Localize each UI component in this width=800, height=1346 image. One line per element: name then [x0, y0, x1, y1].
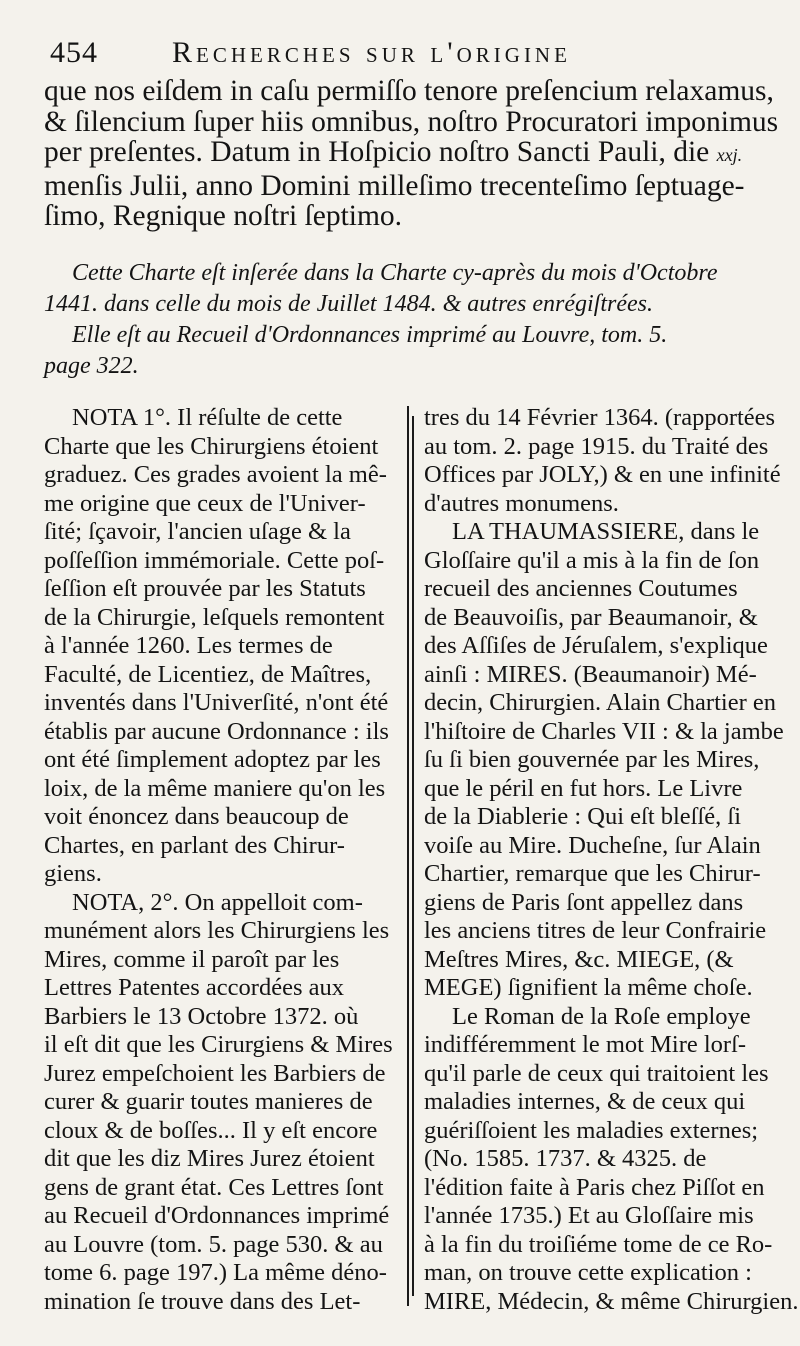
text-line: dit que les diz Mires Jurez étoient	[44, 1145, 375, 1172]
text-line: Charte que les Chirurgiens étoient	[44, 432, 379, 460]
text-line: cloux & de boſſes... Il y eſt encore	[44, 1116, 378, 1144]
column-rule	[407, 406, 409, 1306]
text-line: man, on trouve cette explication :	[424, 1259, 752, 1286]
text-line: Meſtres Mires, &c. MIEGE, (&	[424, 945, 734, 973]
text-line: indifféremment le mot Mire lorſ-	[424, 1031, 747, 1058]
text-line: il eſt dit que les Cirurgiens & Mires	[44, 1031, 393, 1058]
text-line: les anciens titres de leur Confrairie	[424, 917, 767, 944]
left-column	[44, 404, 400, 1316]
text-line: voit énoncez dans beaucoup de	[44, 803, 349, 830]
text-line: & ſilencium ſuper hiis omnibus, noſtro Procuratori imponimus	[44, 105, 779, 138]
text-line: 1441. dans celle du mois de Juillet 1484. & autres enrégiſtrées.	[44, 291, 654, 317]
text-line: mination ſe trouve dans des Let-	[44, 1287, 361, 1315]
text-line: Le Roman de la Roſe employe	[452, 1002, 751, 1030]
text-line: Chartier, remarque que les Chirur-	[424, 860, 761, 887]
opening-latin-text	[44, 75, 779, 232]
text-line: Jurez empeſchoient les Barbiers de	[44, 1059, 386, 1087]
text-line: giens.	[44, 860, 102, 887]
text-segment: per preſentes. Datum in Hoſpicio noſtro Sancti Pauli, die	[44, 136, 717, 168]
text-line: l'édition faite à Paris chez Piſſot en	[424, 1173, 765, 1201]
text-line: Faculté, de Licentiez, de Maîtres,	[44, 660, 372, 688]
page-header	[32, 32, 772, 72]
text-line: au Louvre (tom. 5. page 530. & au	[44, 1230, 383, 1258]
text-line: tres du 14 Février 1364. (rapportées	[424, 404, 776, 431]
text-line: ainſi : MIRES. (Beaumanoir) Mé-	[424, 660, 757, 688]
text-line: que le péril en fut hors. Le Livre	[424, 774, 743, 802]
text-line: (No. 1585. 1737. & 4325. de	[424, 1145, 707, 1172]
text-line: Gloſſaire qu'il a mis à la fin de ſon	[424, 546, 760, 574]
text-line: gens de grant état. Ces Lettres ſont	[44, 1173, 384, 1201]
text-line: à la fin du troiſiéme tome de ce Ro-	[424, 1230, 773, 1258]
text-line: établis par aucune Ordonnance : ils	[44, 717, 389, 745]
text-line: maladies internes, & de ceux qui	[424, 1088, 746, 1115]
text-line: au Recueil d'Ordonnances imprimé	[44, 1202, 390, 1229]
text-line: curer & guarir toutes manieres de	[44, 1088, 373, 1115]
text-line: menſis Julii, anno Domini milleſimo trecenteſimo ſeptuage-	[44, 169, 745, 202]
text-line: ſimo, Regnique noſtri ſeptimo.	[44, 200, 403, 232]
text-line: Lettres Patentes accordées aux	[44, 974, 344, 1001]
text-line: NOTA, 2°. On appelloit com-	[72, 888, 363, 916]
text-line: Cette Charte eſt inſerée dans la Charte cy-après du mois d'Octobre	[72, 260, 718, 286]
running-title: Recherches sur l'origine	[172, 36, 571, 69]
page-number: 454	[50, 36, 98, 69]
text-line: NOTA 1°. Il réſulte de cette	[72, 404, 343, 431]
text-line: Barbiers le 13 Octobre 1372. où	[44, 1002, 359, 1030]
day-number: xxj.	[716, 145, 743, 165]
text-line: guériſſoient les maladies externes;	[424, 1116, 759, 1144]
text-line: MIRE, Médecin, & même Chirurgien.	[424, 1287, 799, 1315]
text-line: munément alors les Chirurgiens les	[44, 917, 390, 944]
text-line: recueil des anciennes Coutumes	[424, 575, 738, 602]
text-line: d'autres monumens.	[424, 489, 619, 517]
text-line: poſſeſſion immémoriale. Cette poſ-	[44, 546, 385, 574]
text-line: ſu ſi bien gouvernée par les Mires,	[424, 746, 760, 773]
text-line: que nos eiſdem in caſu permiſſo tenore preſencium relaxamus,	[44, 75, 774, 107]
text-line: ont été ſimplement adoptez par les	[44, 746, 381, 773]
column-rule	[412, 416, 414, 1296]
text-line: loix, de la même maniere qu'on les	[44, 774, 386, 802]
text-line: decin, Chirurgien. Alain Chartier en	[424, 689, 776, 716]
text-line	[44, 137, 772, 171]
right-column	[424, 404, 799, 1316]
text-line: MEGE) ſignifient la même choſe.	[424, 974, 753, 1001]
text-line: Offices par JOLY,) & en une infinité	[424, 461, 781, 488]
text-line: me origine que ceux de l'Univer-	[44, 489, 366, 517]
text-line: inventés dans l'Univerſité, n'ont été	[44, 689, 389, 716]
text-line: ſité; ſçavoir, l'ancien uſage & la	[44, 518, 351, 545]
text-line: à l'année 1260. Les termes de	[44, 632, 333, 659]
text-line: voiſe au Mire. Ducheſne, ſur Alain	[424, 831, 761, 859]
text-line: au tom. 2. page 1915. du Traité des	[424, 432, 769, 460]
charter-note	[44, 258, 772, 382]
text-line: giens de Paris ſont appellez dans	[424, 888, 744, 916]
text-line: de Beauvoiſis, par Beaumanoir, &	[424, 603, 758, 631]
text-line: qu'il parle de ceux qui traitoient les	[424, 1059, 769, 1087]
text-line: de la Chirurgie, leſquels remontent	[44, 603, 385, 631]
text-line: Mires, comme il paroît par les	[44, 945, 340, 973]
text-line: LA THAUMASSIERE, dans le	[452, 518, 760, 545]
text-line: Elle eſt au Recueil d'Ordonnances imprimé au Louvre, tom. 5.	[72, 322, 668, 348]
text-line: l'hiſtoire de Charles VII : & la jambe	[424, 717, 784, 745]
text-line: tome 6. page 197.) La même déno-	[44, 1259, 387, 1286]
text-line: de la Diablerie : Qui eſt bleſſé, ſi	[424, 803, 742, 830]
text-line: ſeſſion eſt prouvée par les Statuts	[44, 575, 366, 602]
text-line: Chartes, en parlant des Chirur-	[44, 831, 345, 859]
text-line: des Aſſiſes de Jéruſalem, s'explique	[424, 632, 768, 659]
text-line: l'année 1735.) Et au Gloſſaire mis	[424, 1202, 754, 1229]
text-line: page 322.	[44, 353, 139, 379]
text-line: graduez. Ces grades avoient la mê-	[44, 461, 387, 488]
